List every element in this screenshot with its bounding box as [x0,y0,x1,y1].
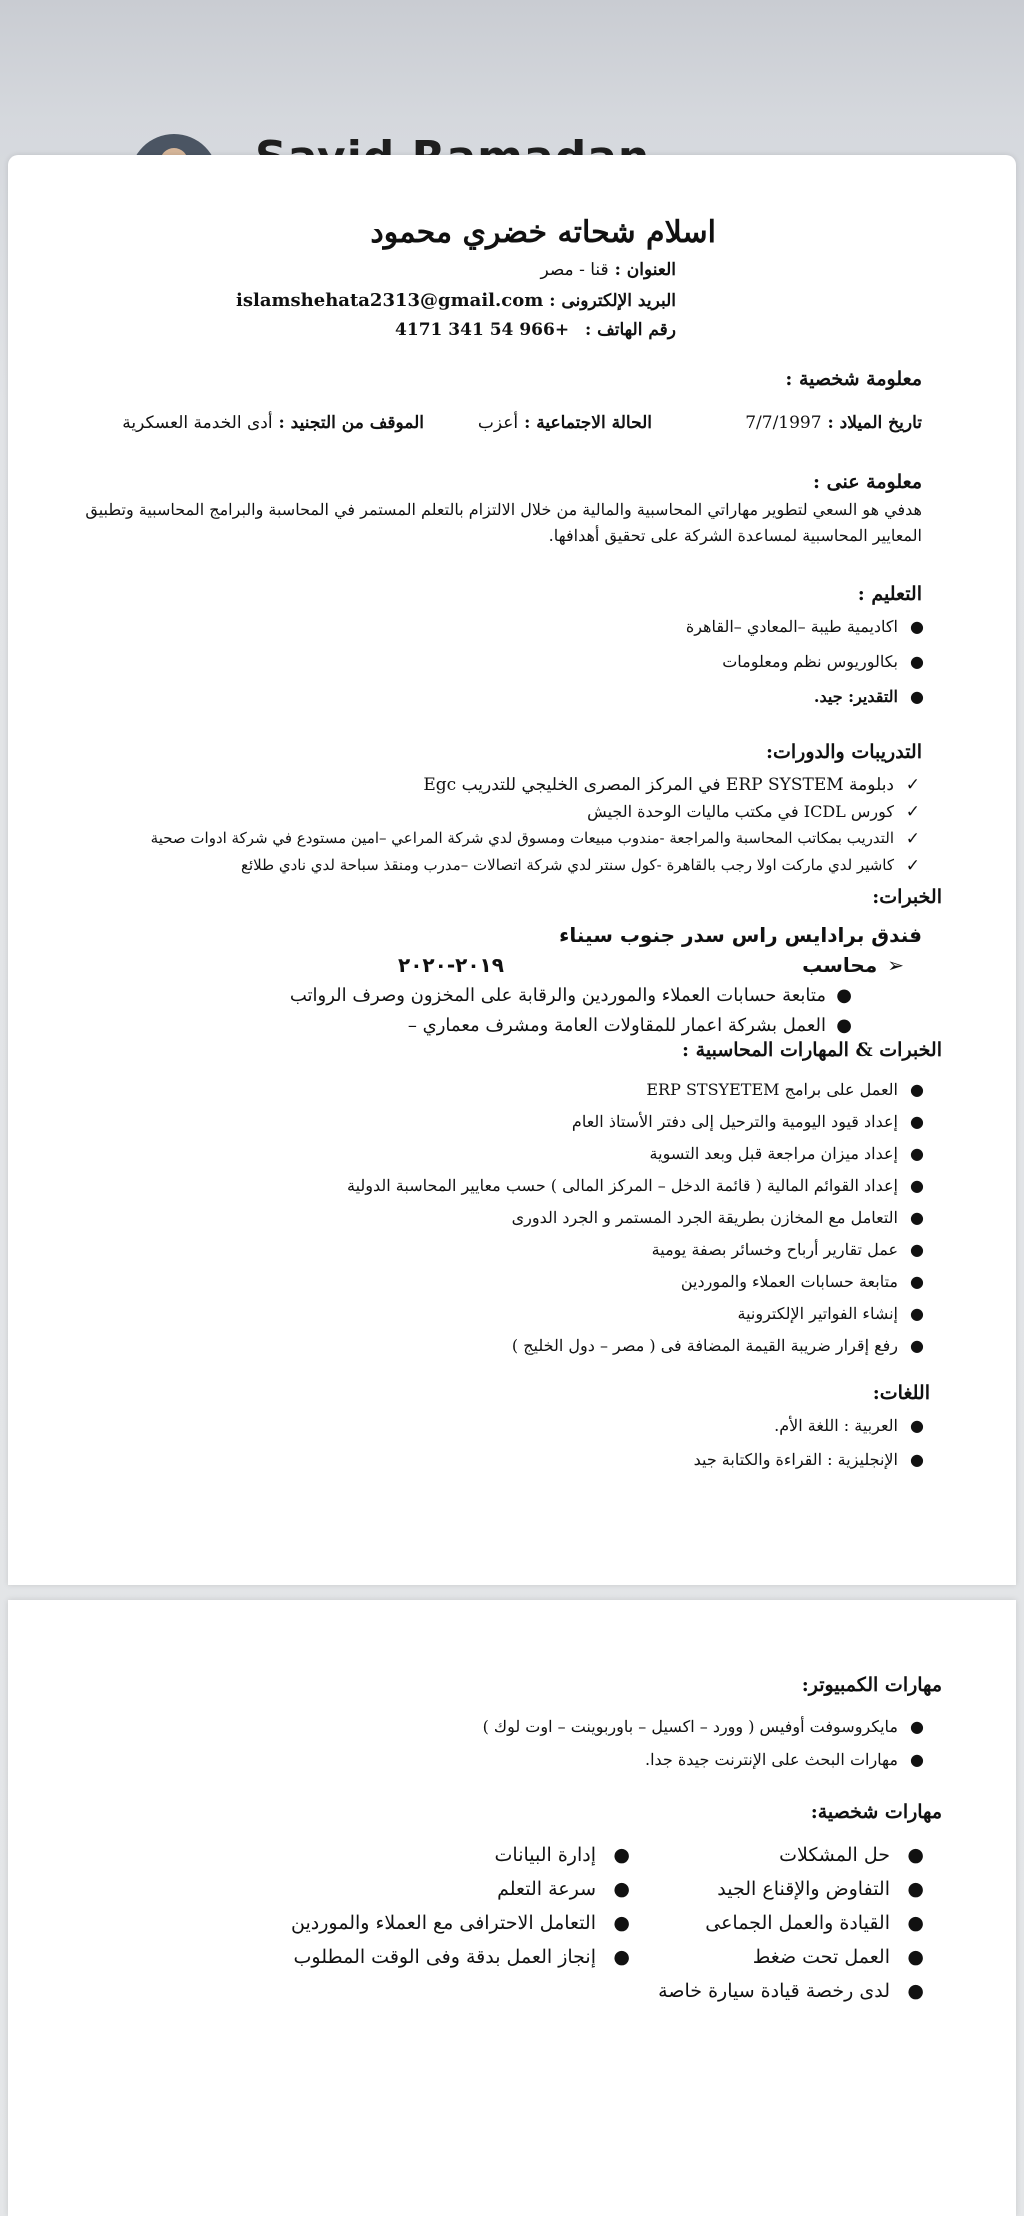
experience-heading: الخبرات: [872,886,942,908]
about-heading: معلومة عنى : [813,471,922,493]
bullet-icon: ● [907,1878,924,1900]
list-item: ● إنجاز العمل بدقة وفى الوقت المطلوب [293,1946,630,1968]
courses-heading: التدريبات والدورات: [765,741,922,763]
marital-label: الحالة الاجتماعية : [518,413,652,433]
cv-page-1 [8,155,1016,1585]
list-item: ● اكاديمية طيبة –المعادي –القاهرة [685,617,924,636]
languages-heading: اللغات: [872,1382,930,1404]
marital-value: أعزب [477,413,519,433]
job-duties-list [289,985,852,1045]
bullet-icon: ● [907,1980,924,2002]
bullet-icon: ● [910,617,924,636]
military-field [122,413,424,433]
bullet-icon: ● [910,1750,924,1769]
bullet-icon: ● [910,1717,924,1736]
bullet-icon: ● [907,1946,924,1968]
list-item: ● العمل بشركة اعمار للمقاولات العامة ومشرف معماري – [407,1015,852,1036]
bullet-icon: ● [910,1450,924,1469]
list-item: ● سرعة التعلم [497,1878,630,1900]
bullet-icon: ● [910,1272,924,1291]
bullet-icon: ● [910,1080,924,1099]
bullet-icon: ● [836,985,852,1006]
phone-value: +966 54 341 4171 [395,320,570,340]
military-label: الموقف من التجنيد : [272,413,424,433]
accounting-skills-list [346,1080,924,1368]
personal-skills-heading: مهارات شخصية: [810,1801,942,1823]
bullet-icon: ● [613,1844,630,1866]
list-item: ✓ كاشير لدي ماركت اولا رجب بالقاهرة -كول سنتر لدي شركة اتصالات –مدرب ومنقذ سباحة لدي نادي طلائع [241,856,920,876]
list-item: ● مايكروسوفت أوفيس ( وورد – اكسيل – باوربوينت – اوت لوك ) [482,1717,924,1736]
about-line-1: هدفي هو السعي لتطوير مهاراتي المحاسبية والمالية من خلال الالتزام بالتعلم المستمر في المحاسبة والبرامج المحاسبية وتطبيق [85,500,922,519]
bullet-icon: ● [613,1946,630,1968]
list-item: ✓ التدريب بمكاتب المحاسبة والمراجعة -مندوب مبيعات ومسوق لدي شركة المراعي –امين مستودع في شركة ادوات صحية [150,829,920,849]
bullet-icon: ● [836,1015,852,1036]
list-item: ● بكالوريوس نظم ومعلومات [722,652,924,671]
personal-skills-left-column [291,1844,630,1980]
hotel-name: فندق برادايس راس سدر جنوب سيناء [559,923,922,947]
list-item: ● الإنجليزية : القراءة والكتابة جيد [693,1450,924,1469]
list-item: ● متابعة حسابات العملاء والموردين والرقابة على المخزون وصرف الرواتب [289,985,852,1006]
email-value: islamshehata2313@gmail.com [236,290,544,311]
email-label: البريد الإلكترونى : [543,291,676,311]
list-item: ● إدارة البيانات [494,1844,630,1866]
list-item: ● إعداد قيود اليومية والترحيل إلى دفتر الأستاذ العام [571,1112,924,1131]
bullet-icon: ● [907,1844,924,1866]
bullet-icon: ● [910,1176,924,1195]
list-item: ● متابعة حسابات العملاء والموردين [680,1272,924,1291]
address-value: قنا - مصر [540,260,609,280]
bullet-icon: ● [613,1912,630,1934]
arrow-icon: ➢ [887,953,904,977]
list-item: ● التقدير: جيد. [813,687,924,706]
accounting-skills-heading: الخبرات & المهارات المحاسبية : [682,1039,942,1061]
address-line [540,260,676,280]
bullet-icon: ● [910,687,924,706]
list-item: ● إعداد ميزان مراجعة قبل وبعد التسوية [649,1144,924,1163]
list-item: ● التعامل الاحترافى مع العملاء والموردين [291,1912,630,1934]
list-item: ✓ كورس ICDL في مكتب ماليات الوحدة الجيش [587,802,920,822]
marital-field [478,413,652,433]
list-item: ● إنشاء الفواتير الإلكترونية [737,1304,924,1323]
bullet-icon: ● [910,1304,924,1323]
dob-value: 7/7/1997 [745,413,822,433]
cv-name: اسلام شحاته خضري محمود [370,215,716,250]
list-item: ● لدى رخصة قيادة سيارة خاصة [658,1980,924,2002]
address-label: العنوان : [608,260,676,280]
phone-label: رقم الهاتف : [579,320,676,340]
list-item: ● حل المشكلات [779,1844,924,1866]
education-list [685,617,924,722]
bullet-icon: ● [907,1912,924,1934]
languages-list [693,1416,924,1484]
bullet-icon: ● [910,1240,924,1259]
checkmark-icon: ✓ [905,775,920,795]
phone-line [395,320,676,340]
about-line-2: المعايير المحاسبية لمساعدة الشركة على تحقيق أهدافها. [548,526,922,545]
cv-page-2 [8,1600,1016,2216]
dob-label: تاريخ الميلاد : [821,413,922,433]
military-value: أدى الخدمة العسكرية [122,413,273,433]
about-text [82,497,922,549]
bullet-icon: ● [910,1416,924,1435]
list-item: ● رفع إقرار ضريبة القيمة المضافة فى ( مصر – دول الخليج ) [511,1336,924,1355]
computer-skills-heading: مهارات الكمبيوتر: [801,1674,942,1696]
list-item: ● العربية : اللغة الأم. [774,1416,924,1435]
courses-list [150,775,920,883]
job-years: ٢٠١٩-٢٠٢٠ [398,953,504,977]
bullet-icon: ● [910,1208,924,1227]
personal-info-heading: معلومة شخصية : [785,368,922,390]
checkmark-icon: ✓ [905,829,920,849]
list-item: ● العمل على برامج ERP STSYETEM [646,1080,924,1099]
dob-field [745,413,922,433]
computer-skills-list [482,1717,924,1783]
list-item: ● إعداد القوائم المالية ( قائمة الدخل – المركز المالى ) حسب معايير المحاسبة الدولية [346,1176,924,1195]
bullet-icon: ● [910,652,924,671]
checkmark-icon: ✓ [905,802,920,822]
list-item: ● التعامل مع المخازن بطريقة الجرد المستمر و الجرد الدورى [511,1208,924,1227]
list-item: ● القيادة والعمل الجماعى [705,1912,924,1934]
bullet-icon: ● [910,1144,924,1163]
job-title-line [802,953,904,977]
bullet-icon: ● [910,1336,924,1355]
email-line [236,290,676,311]
list-item: ● التفاوض والإقناع الجيد [717,1878,924,1900]
education-heading: التعليم : [857,583,922,605]
list-item: ● العمل تحت ضغط [752,1946,924,1968]
job-title: محاسب [802,953,878,977]
list-item: ● مهارات البحث على الإنترنت جيدة جدا. [644,1750,924,1769]
bullet-icon: ● [613,1878,630,1900]
list-item: ● عمل تقارير أرباح وخسائر بصفة يومية [651,1240,924,1259]
personal-skills-right-column [658,1844,924,2014]
list-item: ✓ دبلومة ERP SYSTEM في المركز المصرى الخليجي للتدريب Egc [423,775,920,795]
checkmark-icon: ✓ [905,856,920,876]
bullet-icon: ● [910,1112,924,1131]
